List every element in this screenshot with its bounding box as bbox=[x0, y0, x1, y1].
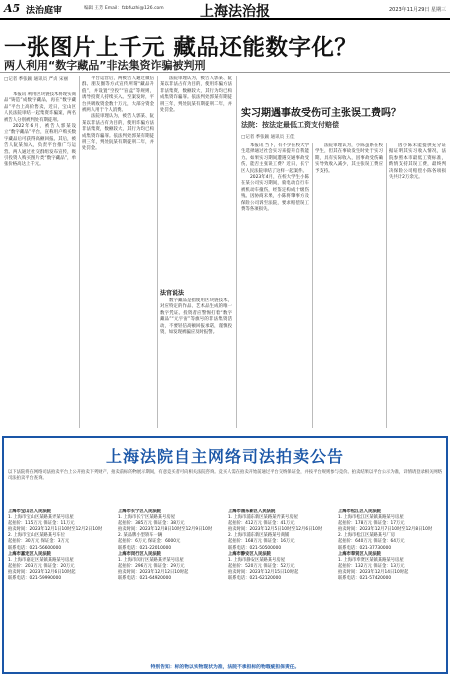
masthead bbox=[0, 0, 450, 20]
lot-line: 联系电话：021-56600000 bbox=[8, 545, 62, 551]
auction-lot-column bbox=[228, 509, 332, 661]
main-byline: □记者 季张颖 通讯员 严贞 宋丽 bbox=[4, 77, 68, 82]
lot-line: 2. 上海市浦东新区某路某号商铺 bbox=[228, 533, 290, 539]
lot-line: 2. 上海市松江区某路某号厂房 bbox=[338, 533, 396, 539]
lot-line: 起拍价：168万元 保证金：16万元 bbox=[228, 539, 295, 545]
main-paragraph: 本报讯 利用区块链技术将现实商品“铸造”成数字藏品，再在“数字藏品”平台上高价售卖，近日，宝山区人民法院审结一起集资诈骗案，两名被告人分别被判处有期徒刑。 bbox=[4, 92, 76, 123]
headline-rule bbox=[0, 72, 450, 73]
main-headline: 一张图片上千元 藏品还能数字化？ bbox=[4, 35, 358, 61]
side-article-col-1 bbox=[241, 143, 309, 428]
lot-line: 起拍价：30万元 保证金：3万元 bbox=[8, 539, 70, 545]
side-paragraph: 法院审理认为，小陈虽系在校学生，但其在事故发生时处于实习期，具有实际收入，因事故受伤确实导致收入减少，其主张误工费应予支持。 bbox=[315, 143, 383, 174]
column-divider bbox=[157, 76, 158, 428]
main-paragraph: 2022年6月，被告人郭某设立“数字藏品”平台，宣称用户购买数字藏品后可获得高额回报。其后，被告人阮某加入，负责平台推广与运营。两人通过社交群组发布宣传，吸引投资人购买图片类“数字藏品”，单张价格高达上千元。 bbox=[4, 124, 76, 168]
lot-line: 1. 上海市长宁区某路某号房屋 bbox=[118, 515, 176, 521]
main-article-col-1 bbox=[4, 92, 76, 428]
court-name: 上海市浦东新区人民法院 bbox=[228, 509, 276, 514]
side-headline: 实习期遇事故受伤可主张误工费吗？ bbox=[241, 108, 401, 119]
page-number: A5 bbox=[4, 2, 21, 15]
side-subheadline: 法院：按法定最低工资支付赔偿 bbox=[241, 121, 339, 129]
lot-line: 起拍价：132万元 保证金：13万元 bbox=[338, 563, 405, 569]
lot-line: 2. 上海市宝山区某路某号车位 bbox=[8, 533, 66, 539]
main-paragraph: 法院审理认为，被告人郭某、阮某以非法占有为目的，使用诈骗方法非法集资，数额较大，其行为均已构成集资诈骗罪。依法判处郭某有期徒刑三年，判处阮某有期徒刑二年，并处罚金。 bbox=[82, 114, 154, 152]
lot-line: 1. 上海市静安区某路某号房屋 bbox=[228, 557, 286, 563]
auction-lot-column bbox=[8, 509, 112, 661]
column-divider bbox=[386, 143, 387, 428]
lot-line: 起拍价：640万元 保证金：64万元 bbox=[338, 539, 405, 545]
auction-lot-column bbox=[338, 509, 442, 661]
main-article-col-2 bbox=[82, 76, 154, 428]
court-name: 上海市松江区人民法院 bbox=[338, 509, 381, 514]
issue-date: 2023年11月29日 星期三 bbox=[388, 7, 446, 13]
column-divider bbox=[79, 76, 80, 428]
editor-line: 编辑 王芳 Email：fzbfuzhi@126.com bbox=[84, 6, 164, 11]
lot-line: 拍卖时间：2023年12月12日10时起 bbox=[118, 569, 189, 575]
auction-ad-footer: 特别告知：标的物以实物现状为准，法院不承担标的物瑕疵担保责任。 bbox=[150, 665, 300, 670]
judge-notes bbox=[160, 298, 232, 428]
lot-line: 拍卖时间：2023年12月1日10时至12月2日10时 bbox=[8, 527, 103, 533]
court-name: 上海市长宁区人民法院 bbox=[118, 509, 161, 514]
side-paragraph: 2023年4月，在校大学生小陈在某公司实习期间，骑电动自行车被机动车撞伤，经鉴定构成十级伤残。因协商未果，小陈将肇事方及保险公司诉至法院，要求赔偿误工费等各项损失。 bbox=[241, 175, 309, 213]
main-paragraph: 平台运营后，两被告人通过微信群、朋友圈等方式宣传所谓“藏品升值”，并设置“空投”“盲盒”等规则，诱导投资人持续买入。至案发时，平台共吸收资金数十万元，大部分资金被两人用于个人消费。 bbox=[82, 76, 154, 114]
court-name: 上海市奉贤区人民法院 bbox=[338, 551, 381, 557]
lot-line: 2. 某品牌小型轿车一辆 bbox=[118, 533, 163, 539]
lot-line: 1. 上海市奉贤区某镇某路某号房屋 bbox=[338, 557, 404, 563]
auction-ad-title: 上海法院自主网络司法拍卖公告 bbox=[105, 447, 344, 466]
lot-line: 联系电话：021-50500000 bbox=[228, 545, 282, 551]
lot-line: 起拍价：6万元 保证金：6000元 bbox=[118, 539, 181, 545]
lot-line: 联系电话：021-59990000 bbox=[8, 576, 62, 582]
lot-line: 起拍价：520万元 保证金：52万元 bbox=[228, 563, 295, 569]
side-byline: □记者 季张颖 通讯员 王佳 bbox=[241, 135, 295, 140]
lot-line: 联系电话：021-37730000 bbox=[338, 545, 392, 551]
lot-line: 1. 上海市嘉定区某镇某路某号房屋 bbox=[8, 557, 74, 563]
lot-line: 起拍价：385万元 保证金：38万元 bbox=[118, 521, 185, 527]
column-divider bbox=[312, 143, 313, 428]
lot-line: 联系电话：021-62120000 bbox=[228, 576, 282, 582]
lot-line: 起拍价：296万元 保证金：29万元 bbox=[118, 563, 185, 569]
court-name: 上海市闵行区人民法院 bbox=[118, 551, 161, 557]
side-paragraph: 本报讯 当下，有不少在校大学生选择通过社会实习来提升自我能力。如果实习期间遭遇交通事故受伤，能否主张误工费？近日，长宁区人民法院审结了这样一起案件。 bbox=[241, 143, 309, 174]
lot-line: 拍卖时间：2023年12月7日10时至12月8日10时 bbox=[338, 527, 433, 533]
side-article-col-2 bbox=[315, 143, 383, 428]
section-name: 法治庭审 bbox=[26, 6, 63, 16]
main-subheadline: 两人利用“数字藏品”非法集资诈骗被判刑 bbox=[4, 59, 206, 72]
lot-line: 起拍价：178万元 保证金：17万元 bbox=[338, 521, 405, 527]
lot-line: 拍卖时间：2023年12月15日10时起 bbox=[228, 569, 299, 575]
lot-line: 1. 上海市宝山区某路某弄某号房屋 bbox=[8, 515, 74, 521]
lot-line: 拍卖时间：2023年12月14日10时起 bbox=[338, 569, 409, 575]
court-name: 上海市静安区人民法院 bbox=[228, 551, 271, 557]
side-paragraph: 因小陈未能提供充分证据证明其实习收入情况，法院参照本市最低工资标准，酌情支持其误工费，最终判决保险公司赔偿小陈各项损失共计2万余元。 bbox=[389, 143, 446, 181]
lot-line: 拍卖时间：2023年12月5日10时至12月6日10时 bbox=[228, 527, 323, 533]
auction-ad-notice: 以下法院将在网络司法拍卖平台上公开拍卖下列财产，拍卖前标的物展示期间，有意竞买者可向相关法院咨询。竞买人需在拍卖开始前通过平台交纳保证金，并按平台规则参与竞价。拍卖结果以平台公示为准，详情请登录相关网络司法拍卖平台查询。 bbox=[8, 470, 442, 481]
lot-line: 1. 上海市闵行区某路某弄某号房屋 bbox=[118, 557, 184, 563]
lot-line: 起拍价：203万元 保证金：20万元 bbox=[8, 563, 75, 569]
lot-line: 联系电话：021-64920000 bbox=[118, 576, 172, 582]
lot-line: 起拍价：412万元 保证金：41万元 bbox=[228, 521, 295, 527]
newspaper-logo: 上海法治报 bbox=[200, 4, 270, 20]
lot-line: 联系电话：021-57420000 bbox=[338, 576, 392, 582]
main-article-col-3 bbox=[160, 76, 232, 282]
judge-notes-heading: 法官说法 bbox=[160, 290, 185, 297]
lot-line: 起拍价：115万元 保证金：11万元 bbox=[8, 521, 75, 527]
auction-lot-column bbox=[118, 509, 222, 661]
court-name: 上海市嘉定区人民法院 bbox=[8, 551, 51, 557]
main-paragraph: 法院审理认为，被告人郭某、阮某以非法占有为目的，使用诈骗方法非法集资，数额较大，其行为均已构成集资诈骗罪。依法判处郭某有期徒刑三年，判处阮某有期徒刑二年，并处罚金。 bbox=[160, 76, 232, 114]
lot-line: 1. 上海市浦东新区某路某弄某号房屋 bbox=[228, 515, 298, 521]
lot-line: 联系电话：021-22010000 bbox=[118, 545, 172, 551]
lot-line: 拍卖时间：2023年12月6日10时起 bbox=[8, 569, 76, 575]
court-name: 上海市宝山区人民法院 bbox=[8, 509, 51, 514]
side-article-col-3 bbox=[389, 143, 446, 428]
column-divider bbox=[236, 76, 237, 428]
lot-line: 拍卖时间：2023年12月8日10时至12月9日10时 bbox=[118, 527, 213, 533]
judge-notes-text: 数字藏品是指使用区块链技术，对应特定的作品、艺术品生成的唯一数字凭证。投资者应警惕打着“数字藏品”“元宇宙”等旗号的非法集资活动，不要轻信高额回报承诺，谨慎投资，如发现被骗应及时报警。 bbox=[160, 298, 232, 336]
lot-line: 1. 上海市松江区某镇某路某号房屋 bbox=[338, 515, 404, 521]
